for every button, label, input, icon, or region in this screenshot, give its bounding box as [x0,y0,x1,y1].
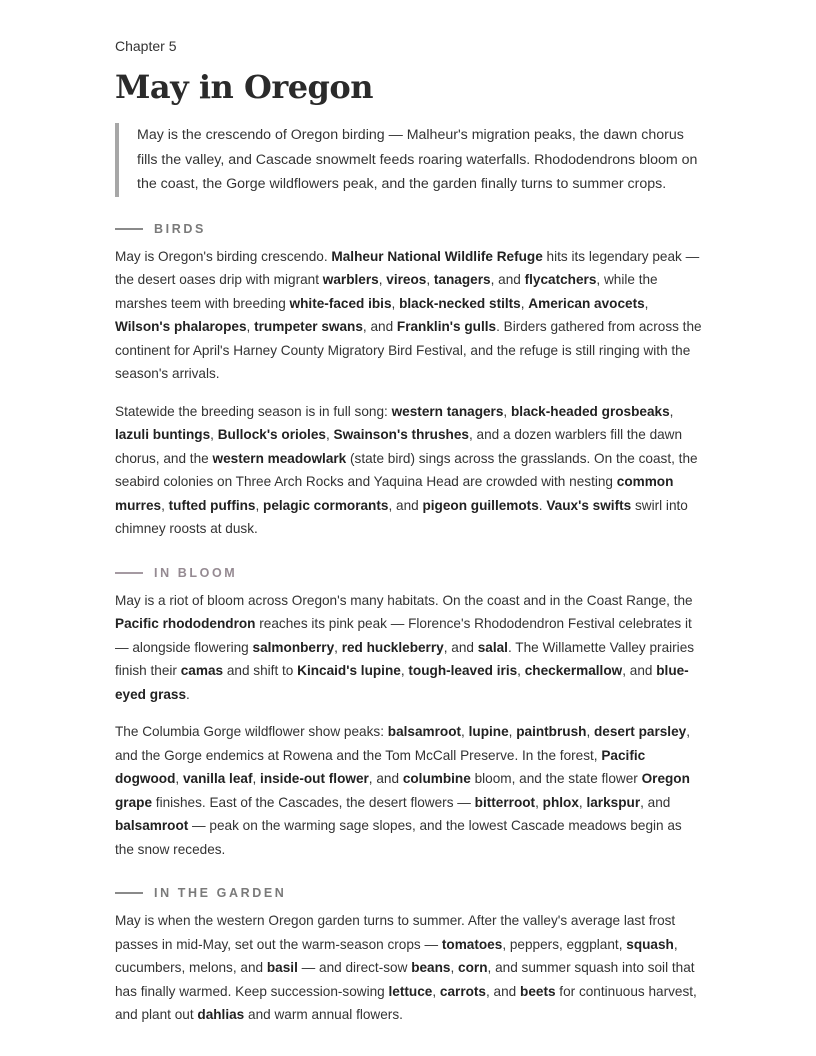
text-run: — peak on the warming sage slopes, and the lowest Cascade meadows begin as the snow recedes. [115,818,682,857]
bold-term: inside-out flower [260,771,369,786]
bold-term: balsamroot [387,724,462,739]
text-run: , [520,295,529,311]
text-run: bloom, and the state flower [470,771,642,786]
text-run: , and [368,771,403,786]
bold-term: beans [411,960,451,975]
bold-term: corn [458,960,488,975]
bold-term: tufted puffins [168,497,256,513]
section-birds [115,220,703,541]
text-run: and warm annual flowers. [244,1007,403,1022]
text-run: , [461,724,469,739]
bold-term: bitterroot [474,794,536,810]
text-run: The Columbia Gorge wildflower show peaks: [115,724,388,739]
chapter-label: Chapter 5 [115,38,177,54]
text-run: , [246,319,255,334]
text-run: reaches its pink peak — Florence's Rhododendron Festival celebrates it — alongside flowering [115,616,692,655]
bold-term: Pacific rhododendron [115,616,256,631]
text-run: May is when the western Oregon garden turns to summer. After the valley's average last frost passes in mid-May, set out the warm-season crops — [115,913,676,952]
bold-term: beets [520,983,556,999]
bold-term: trumpeter swans [254,319,363,334]
text-run: , [508,724,517,739]
text-run: , [644,295,649,311]
bold-term: paintbrush [516,724,587,739]
bold-term: camas [180,663,224,678]
bold-term: western meadowlark [212,450,347,466]
bold-term: Vaux's swifts [546,497,632,513]
text-run: and shift to [223,663,298,678]
page [115,30,703,1027]
section-in-the-garden [115,884,703,1027]
paragraph [115,245,703,386]
text-run: , [586,724,594,739]
text-run: May is Oregon's birding crescendo. [115,248,332,264]
text-run: , [400,663,409,678]
section-heading [115,884,703,902]
text-run: , and [362,319,397,334]
text-run: . Birders gathered from across the continent for April's Harney County Migratory Bird Festival, and the refuge is still ringing with the season's arrivals. [115,319,702,381]
text-run: , and [486,983,521,999]
text-run: , [503,403,511,419]
bold-term: dahlias [197,1007,245,1022]
bold-term: pigeon guillemots [422,497,539,513]
bold-term: black-headed grosbeaks [510,403,670,419]
section-heading [115,564,703,582]
text-run: , [255,497,264,513]
text-run: , [669,403,674,419]
bold-term: vanilla leaf [182,771,253,786]
bold-term: salal [477,639,508,655]
text-run: , and [490,272,525,287]
bold-term: common murres [115,474,674,513]
bold-term: lettuce [388,983,433,999]
text-run: , [175,771,183,786]
text-run: , [432,983,440,999]
text-run: , peppers, eggplant, [502,936,627,952]
bold-term: basil [266,960,298,975]
bold-term: tanagers [433,272,491,287]
section-heading-label: IN BLOOM [154,565,238,580]
text-run: , and [443,639,478,655]
bold-term: blue-eyed grass [115,663,689,702]
text-run: for continuous harvest, and plant out [115,983,697,1022]
text-run: , [426,272,434,287]
bold-term: white-faced ibis [289,295,392,311]
text-run: . [538,497,547,513]
bold-term: squash [626,936,674,952]
text-run: . The Willamette Valley prairies finish their [115,639,695,678]
text-run: , [450,960,459,975]
bold-term: warblers [322,272,379,287]
heading-rule [115,892,143,894]
paragraph [115,589,703,707]
bold-term: phlox [542,794,579,810]
bold-term: balsamroot [115,818,189,833]
text-run: , [325,427,334,442]
bold-term: salmonberry [252,639,335,655]
bold-term: red huckleberry [341,639,444,655]
text-run: , and [622,663,657,678]
text-run: , [517,663,525,678]
text-run: finishes. East of the Cascades, the desert flowers — [152,794,475,810]
section-heading-label: BIRDS [154,221,206,236]
text-run: , [334,639,342,655]
bold-term: Wilson's phalaropes [115,319,247,334]
paragraph [115,909,703,1027]
bold-term: Pacific dogwood [115,747,646,786]
bold-term: Oregon grape [115,771,690,810]
bold-term: pelagic cormorants [263,497,389,513]
bold-term: lupine [468,724,509,739]
text-run: , [378,272,387,287]
text-run: (state bird) sings across the grasslands. On the coast, the seabird colonies on Three Arch Rocks and Yaquina Head are crowded with nesting [115,450,698,489]
text-run: . [186,686,190,702]
text-run: , [210,427,218,442]
intro-blockquote: May is the crescendo of Oregon birding — Malheur's migration peaks, the dawn chorus fills the valley, and Cascade snowmelt feeds roaring waterfalls. Rhododendrons bloom on the coast, the Gorge wildflowers peak, and the garden finally turns to summer crops. [115,123,703,197]
heading-rule [115,572,143,574]
bold-term: lazuli buntings [115,427,211,442]
paragraph [115,400,703,541]
text-run: , and [640,794,671,810]
bold-term: larkspur [586,794,641,810]
text-run: , and [388,497,423,513]
bold-term: columbine [402,771,471,786]
text-run: , cucumbers, melons, and [115,936,678,975]
text-run: , [252,771,261,786]
text-run: , [578,794,587,810]
bold-term: vireos [386,272,427,287]
text-run: , while the marshes teem with breeding [115,272,658,311]
bold-term: western tanagers [391,403,504,419]
bold-term: tough-leaved iris [408,663,518,678]
bold-term: carrots [439,983,486,999]
bold-term: Malheur National Wildlife Refuge [331,248,543,264]
bold-term: American avocets [528,295,645,311]
text-run: , and summer squash into soil that has finally warmed. Keep succession-sowing [115,960,695,999]
text-run: hits its legendary peak — the desert oases drip with migrant [115,248,700,287]
section-heading [115,220,703,238]
bold-term: flycatchers [524,272,597,287]
bold-term: desert parsley [594,724,687,739]
text-run: , [161,497,169,513]
bold-term: Bullock's orioles [217,427,326,442]
text-run: , [535,794,543,810]
bold-term: checkermallow [524,663,623,678]
bold-term: tomatoes [441,936,503,952]
text-run: May is a riot of bloom across Oregon's many habitats. On the coast and in the Coast Range, the [115,592,693,608]
bold-term: Swainson's thrushes [333,427,469,442]
section-in-bloom [115,564,703,862]
section-heading-label: IN THE GARDEN [154,886,287,900]
text-run: — and direct-sow [297,960,412,975]
bold-term: Franklin's gulls [396,319,497,334]
bold-term: black-necked stilts [399,295,521,311]
heading-rule [115,228,143,230]
text-run: , and the Gorge endemics at Rowena and the Tom McCall Preserve. In the forest, [115,724,690,763]
paragraph [115,720,703,861]
text-run: , and a dozen warblers fill the dawn chorus, and the [115,427,683,466]
page-title: May in Oregon [115,68,374,106]
text-run: Statewide the breeding season is in full song: [115,403,392,419]
text-run: , [391,295,400,311]
bold-term: Kincaid's lupine [297,663,401,678]
text-run: swirl into chimney roosts at dusk. [115,497,688,536]
